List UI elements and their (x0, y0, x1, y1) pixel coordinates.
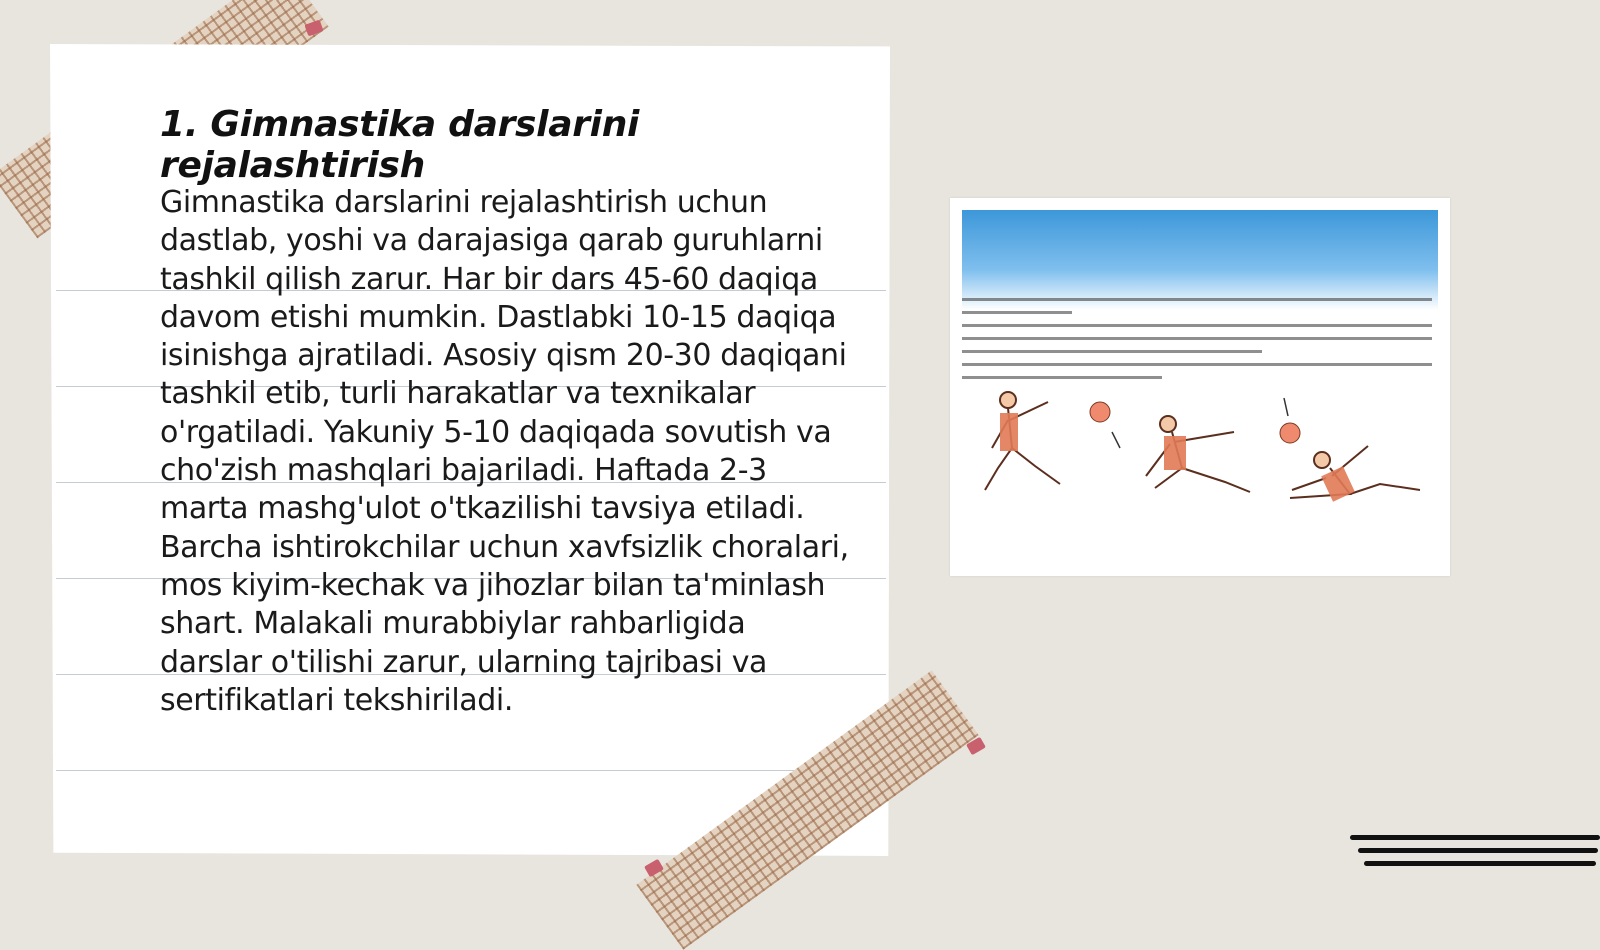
paper-rule (56, 770, 886, 771)
brush-line (1358, 848, 1598, 853)
decorative-brush-lines (1350, 835, 1600, 874)
slide-body-text: Gimnastika darslarini rejalashtirish uchun dastlab, yoshi va darajasiga qarab guruhlarni tashkil qilish zarur. Har bir dars 45-60 daqiqa davom etishi mumkin. Dastlabki 10-15 daqiqa isinishga ajratiladi. Asosiy qism 20-30 daqiqani tashkil etib, turli harakatlar va texnikalar o'rgatiladi. Yakuniy 5-10 daqiqada sovutish va cho'zish mashqlari bajariladi. Haftada 2-3 marta mashg'ulot o'tkazilishi tavsiya etiladi. Barcha ishtirokchilar uchun xavfsizlik choralari, mos kiyim-kechak va jihozlar bilan ta'minlash shart. Malakali murabbiylar rahbarligida darslar o'tilishi zarur, ularning tajribasi va sertifikatlari tekshiriladi. (160, 185, 849, 718)
brush-line (1364, 861, 1596, 866)
brush-line (1350, 835, 1600, 840)
slide-heading: 1. Gimnastika darslarini rejalashtirish (160, 104, 640, 186)
volleyball-figures-drawing (950, 198, 1450, 576)
textbook-illustration (950, 198, 1450, 576)
